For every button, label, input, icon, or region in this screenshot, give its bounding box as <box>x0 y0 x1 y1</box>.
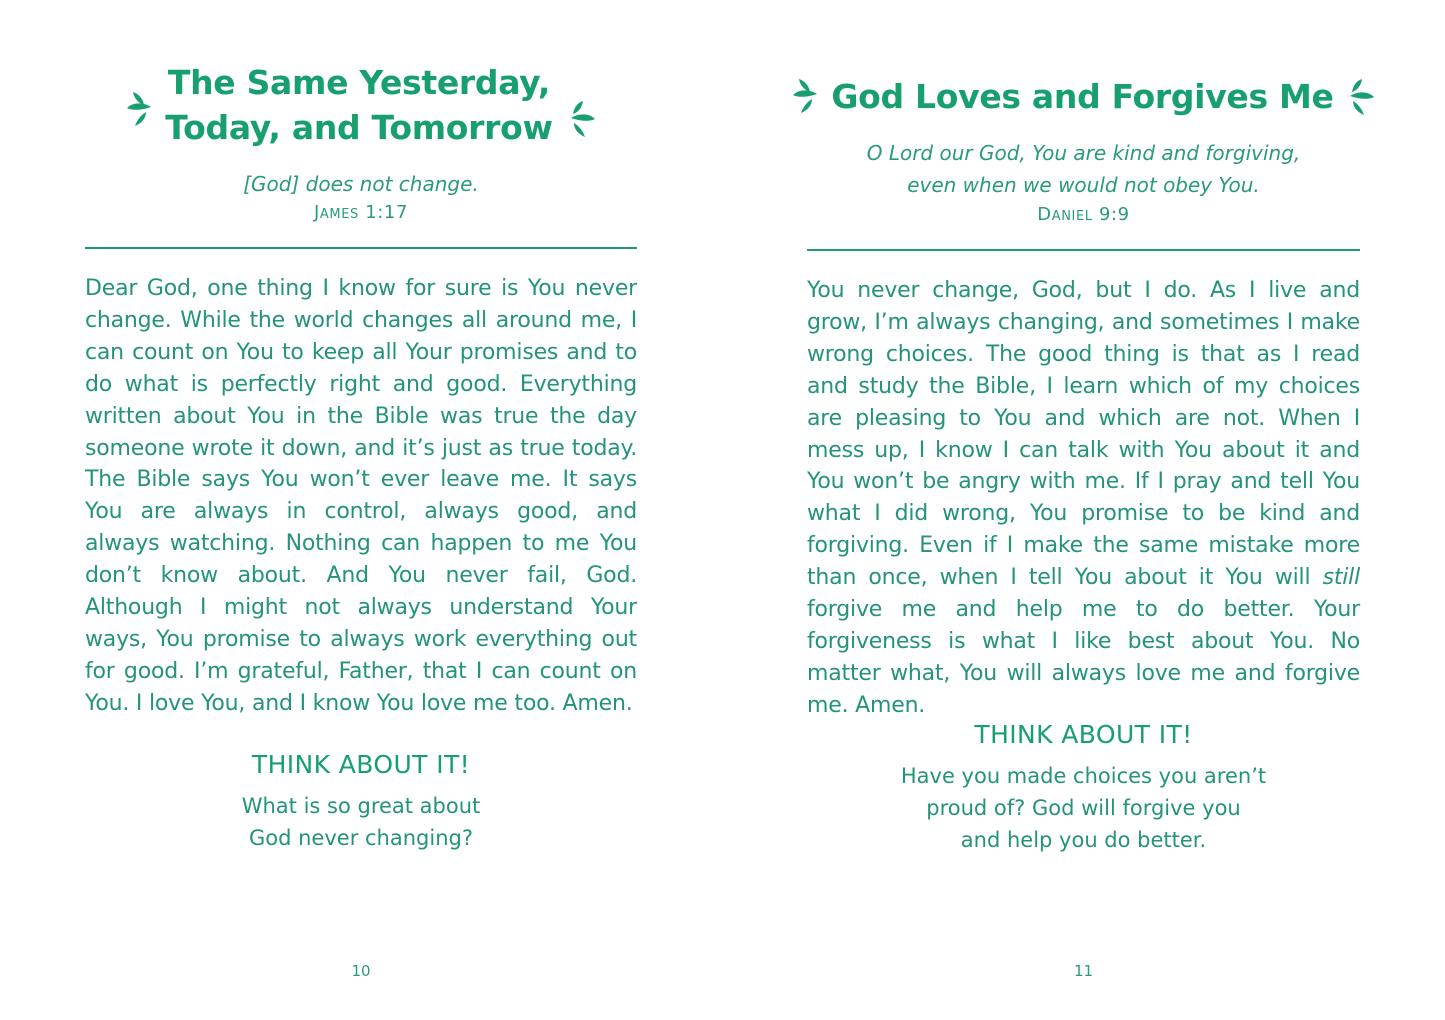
leaf-sprig-icon <box>123 88 157 132</box>
prayer-text: Dear God, one thing I know for sure is You never change. While the world changes all around me, I can count on You to keep all Your promises and to do what is perfectly right and good. Everything written about You in the Bible was true the day someone wrote it down, and it’s just as true today. The Bible says You won’t ever leave me. It says You are always in control, always good, and always watching. Nothing can happen to me You don’t know about. And You never fail, God. Although I might not always understand Your ways, You promise to always work everything out for good. I’m grateful, Father, that I can count on You. I love You, and I know You love me too. Amen. <box>85 276 637 716</box>
think-about-it-question <box>0 790 722 854</box>
page-number: 11 <box>1073 962 1094 980</box>
left-page <box>0 0 722 1020</box>
question-line: and help you do better. <box>960 828 1207 852</box>
divider <box>807 249 1360 251</box>
prayer-text-part: You never change, God, but I do. As I live and grow, I’m always changing, and sometimes I make wrong choices. The good thing is that as I read and study the Bible, I learn which of my choices are pleasing to You and which are not. When I mess up, I know I can talk with You about it and You won’t be angry with me. If I pray and tell You what I did wrong, You promise to be kind and forgiving. Even if I make the same mistake more than once, when I tell You about it You will <box>807 278 1360 591</box>
prayer-text-emphasis: still <box>1322 565 1360 591</box>
title-line: God Loves and Forgives Me <box>831 77 1334 116</box>
leaf-sprig-icon <box>789 75 823 119</box>
question-line: Have you made choices you aren’t <box>900 764 1267 788</box>
think-about-it-heading: THINK ABOUT IT! <box>251 750 471 779</box>
page-number: 10 <box>351 962 371 980</box>
question-line: proud of? God will forgive you <box>926 796 1241 820</box>
verse-line: [God] does not change. <box>243 172 479 196</box>
divider <box>85 247 637 249</box>
prayer-text <box>807 275 1360 722</box>
leaf-sprig-icon <box>1344 75 1378 119</box>
think-about-it-question <box>722 760 1445 856</box>
left-title-block <box>0 60 722 150</box>
question-line: What is so great about <box>241 794 481 818</box>
title-line: The Same Yesterday, <box>167 63 551 102</box>
right-title-block <box>722 74 1445 119</box>
scripture-verse <box>0 168 722 200</box>
question-line: God never changing? <box>249 826 473 850</box>
verse-line: O Lord our God, You are kind and forgiving, <box>866 141 1301 165</box>
prayer-text-part: forgive me and help me to do better. Your forgiveness is what I like best about You. No matter what, You will always love me and forgive me. Amen. <box>807 597 1360 718</box>
right-page <box>722 0 1445 1020</box>
scripture-reference: Daniel 9:9 <box>1037 204 1130 225</box>
think-about-it-heading: THINK ABOUT IT! <box>974 720 1193 749</box>
page-title <box>831 74 1333 119</box>
scripture-verse <box>722 137 1445 201</box>
leaf-sprig-icon <box>565 97 599 141</box>
title-line: Today, and Tomorrow <box>165 108 553 147</box>
page-title <box>165 60 552 150</box>
verse-line: even when we would not obey You. <box>907 173 1260 197</box>
scripture-reference: James 1:17 <box>313 202 409 223</box>
